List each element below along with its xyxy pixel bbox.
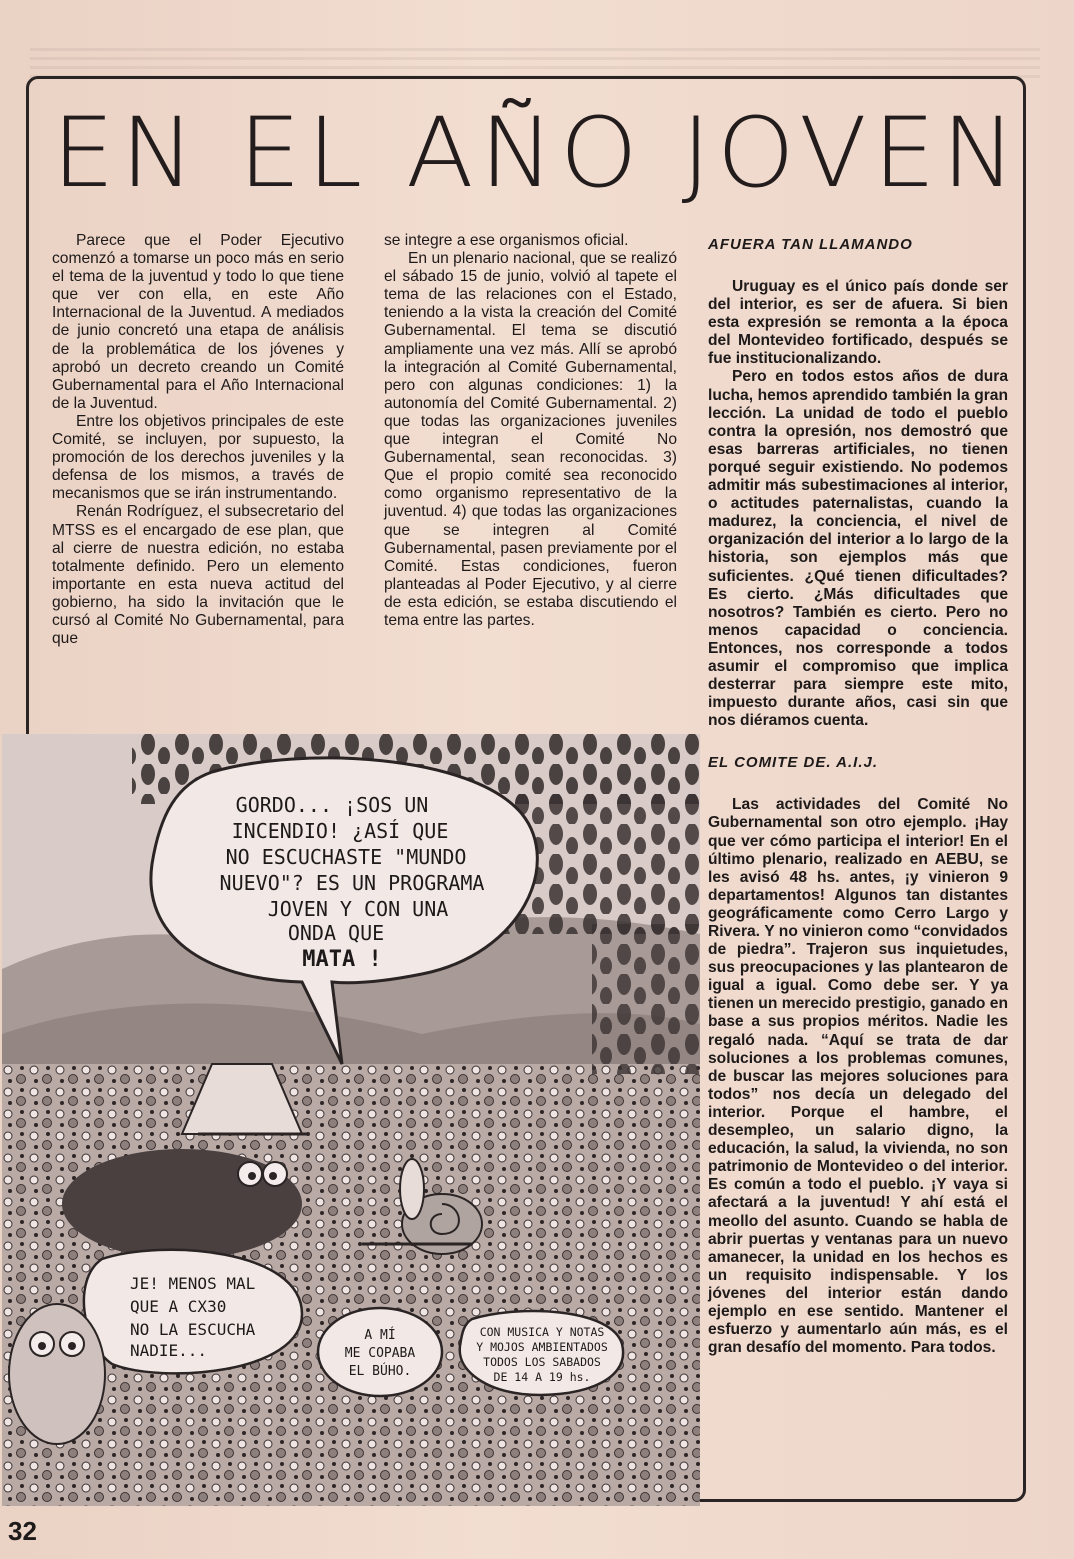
bubble-mid-line: EL BÚHO. [348, 1364, 412, 1379]
bleed-through-text [30, 48, 1040, 78]
bubble-right-line: Y MOJOS AMBIENTADOS [476, 1340, 608, 1354]
comic-illustration [2, 734, 700, 1506]
paragraph: Uruguay es el único país donde ser del interior, es ser de afuera. Si bien esta expresión se remonta a la época del Montevideo fortificado, después se fue institucionalizando. [708, 278, 1008, 368]
page-number: 32 [8, 1516, 37, 1546]
bubble-left-line: NADIE... [130, 1341, 208, 1360]
bubble-main-line: ONDA QUE [287, 921, 385, 945]
section-heading-afuera: AFUERA TAN LLAMANDO [708, 236, 913, 253]
paragraph: En un plenario nacional, que se realizó el sábado 15 de junio, volvió al tapete el tema de las relaciones con el Estado, teniendo a la vista la creación del Comité Gubernamental. El tema se discutió ampliamente una vez más. Allí se aprobó la integración al Comité Gubernamental, pero con algunas condiciones: 1) la autonomía del Comité Gubernamental. 2) que todas las organizaciones juveniles que integran el Comité No Gubernamental, sean reconocidas. 3) Que el propio comité sea reconocido como organismo representativo de la juventud. 4) que todas las organizaciones que se integren al Comité Gubernamental, pasen previamente por el Comité. Estas condiciones, fueron planteadas al Poder Ejecutivo, y al cierre de esta edición, se estaba discutiendo el tema entre las partes. [384, 250, 677, 629]
bubble-mid-line: A MÍ [364, 1328, 396, 1343]
bubble-main-line: GORDO... ¡SOS UN [235, 793, 429, 817]
bubble-right-line: CON MUSICA Y NOTAS [479, 1325, 605, 1339]
bubble-right-line: TODOS LOS SABADOS [483, 1355, 601, 1369]
bubble-left-line: JE! MENOS MAL [130, 1274, 256, 1293]
bubble-main-line: NUEVO"? ES UN PROGRAMA [219, 871, 485, 895]
paragraph: Renán Rodríguez, el subsecretario del MTSS es el encargado de ese plan, que al cierre de nuestra edición, no estaba totalmente definido. Pero un elemento importante en esta nueva actitud del gobierno, ha sido la invitación que le cursó al Comité No Gubernamental, para que [52, 503, 344, 648]
bubble-right-line: DE 14 A 19 hs. [493, 1370, 591, 1384]
paragraph: Entre los objetivos principales de este Comité, se incluyen, por supuesto, la promoción de los derechos juveniles y la defensa de los mismos, a través de mecanismos que se irán instrumentando. [52, 412, 344, 503]
paragraph: Las actividades del Comité No Gubernamental son otro ejemplo. ¡Hay que ver cómo participa el interior! En el último plenario, realizado en AEBU, se les avisó 48 hs. antes, ¡y vinieron 9 departamentos! Algunos tan distantes geográficamente como Cerro Largo y Rivera. Y no vinieron como “convidados de piedra”. Trajeron sus inquietudes, sus preocupaciones y las plantearon de igual a igual. Como debe ser. Y ya tienen un merecido prestigio, ganado en base a sus propios méritos. Nadie les regaló nada. “Aquí se trata de dar soluciones a los problemas comunes, de buscar las mejores soluciones para todos” nos decía un delegado del interior. Porque el hambre, el desempleo, un salario digno, la educación, la salud, la vivienda, no son patrimonio de Montevideo o del interior. Es común a todo el pueblo. ¡Y vaya si afectará a la juventud! Y ahí está el meollo del asunto. Cuando se habla de abrir puertas y ventanas para un nuevo amanecer, la unidad en los hechos es un requisito indispensable. Y los jóvenes del interior están dando ejemplo en ese sentido. Mantener el esfuerzo y aumentarlo aún más, es el gran desafío del momento. Para todos. [708, 796, 1008, 1357]
section-heading-comite: EL COMITE DE. A.I.J. [708, 754, 879, 772]
article-title: EN EL AÑO JOVEN [52, 97, 1022, 209]
bubble-left-line: NO LA ESCUCHA [130, 1320, 256, 1339]
paragraph: se integre a ese organismos oficial. [384, 232, 629, 249]
column-1 [52, 232, 344, 648]
paragraph: Pero en todos estos años de dura lucha, hemos aprendido también la gran lección. La unidad de todo el pueblo contra la opresión, nos demostró que esas barreras artificiales, no tienen porqué seguir existiendo. No podemos admitir más subestimaciones al interior, o actitudes paternalistas, cuando la madurez, la conciencia, el nivel de organización del interior a lo largo de la historia, son ejemplos más que suficientes. ¿Qué tienen dificultades? Es cierto. ¿Más dificultades que nosotros? También es cierto. Pero no menos capacidad o conciencia. Entonces, nos corresponde a todos asumir el compromiso que implica desterrar para siempre este mito, impuesto durante años, casi sin que nos diéramos cuenta. [708, 368, 1008, 730]
bubble-main-line: NO ESCUCHASTE "MUNDO [225, 845, 467, 869]
bubble-left-line: QUE A CX30 [130, 1297, 227, 1316]
bubble-main-emphasis: MATA ! [302, 947, 382, 972]
column-3 [708, 236, 1008, 1357]
paragraph: Parece que el Poder Ejecutivo comenzó a tomarse un poco más en serio el tema de la juventud y todo lo que tiene que ver con ella, en este Año Internacional de la Juventud. A mediados de junio concretó una etapa de análisis de la problemática de los jóvenes y aprobó un decreto creando un Comité Gubernamental para el Año Internacional de la Juventud. [52, 232, 344, 412]
column-2 [384, 232, 677, 630]
bubble-main-line: INCENDIO! ¿ASÍ QUE [231, 819, 449, 843]
bubble-mid-line: ME COPABA [344, 1346, 416, 1361]
bubble-main-line: JOVEN Y CON UNA [267, 897, 449, 921]
